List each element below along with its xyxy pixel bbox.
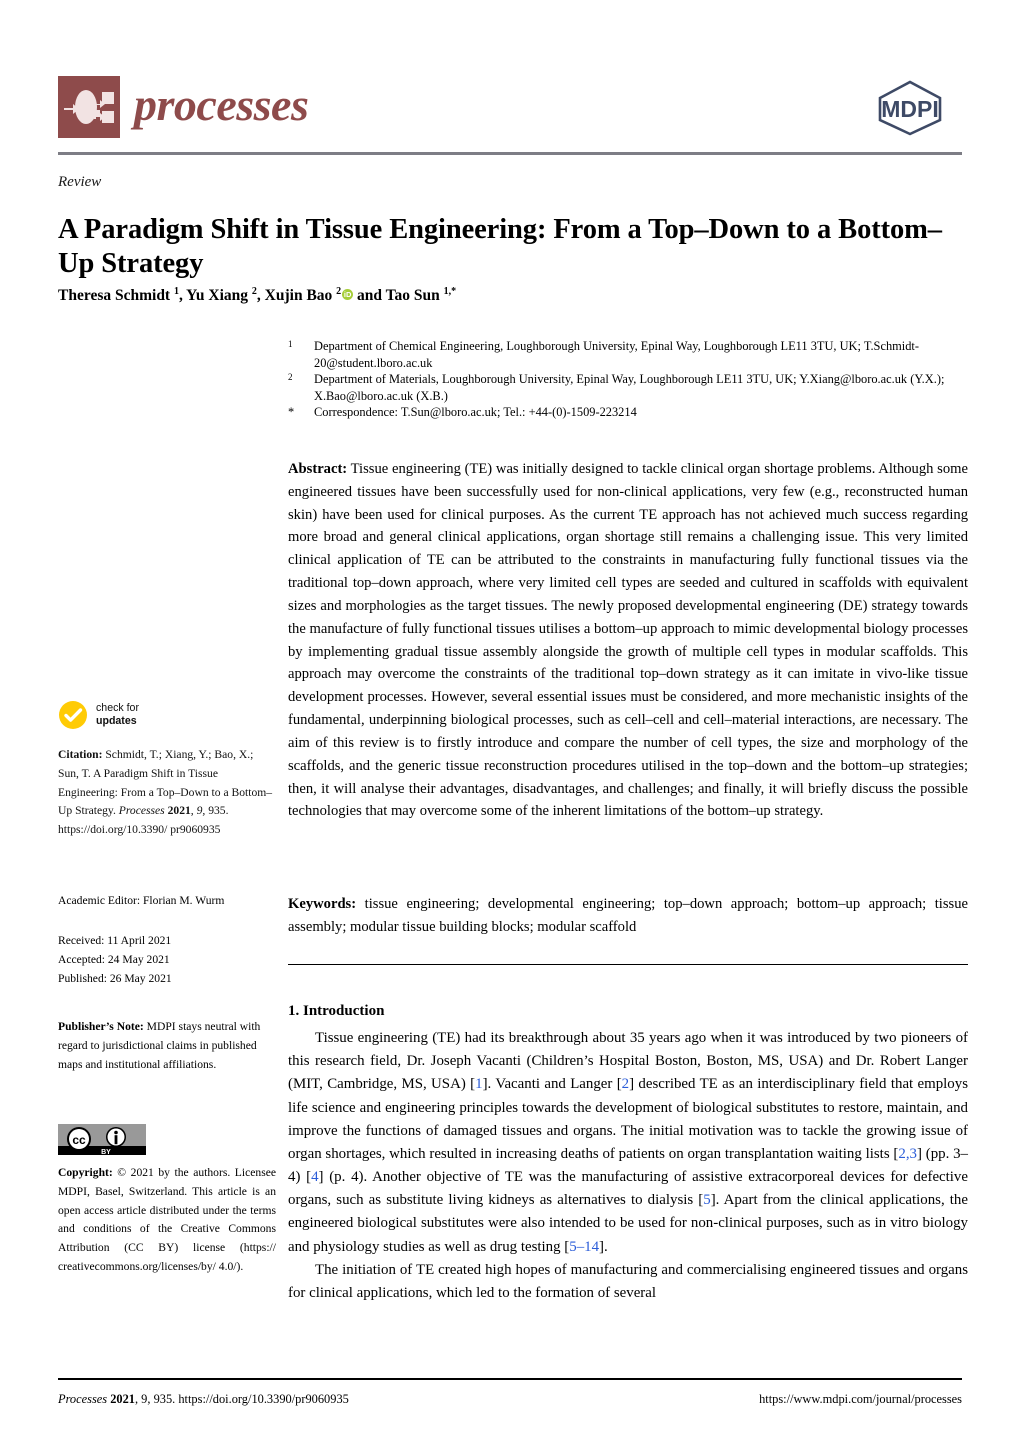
check-for-updates-label [96, 702, 139, 727]
check-updates-line1: check for [96, 702, 139, 715]
masthead-divider [58, 152, 962, 155]
copyright-block [58, 1124, 276, 1291]
affiliation-marker: 1 [288, 339, 293, 349]
journal-title: processes [134, 79, 309, 130]
paragraph-text: ] (p. 4). Another objective of TE was the manufacturing of assistive extracorporeal devices for defective organs, such as substitute living kidneys as alternatives to dialysis [ [288, 1169, 968, 1209]
footer-url[interactable]: https://www.mdpi.com/journal/processes [759, 1392, 962, 1406]
citation-ref[interactable]: 2 [621, 1076, 630, 1093]
affiliation-row [288, 404, 968, 421]
footer-divider [58, 1378, 962, 1380]
keywords-label: Keywords: [288, 896, 357, 912]
received-date: Received: 11 April 2021 [58, 934, 172, 947]
citation-text: Schmidt, T.; Xiang, Y.; Bao, X.; Sun, T. A Paradigm Shift in Tissue Engineering: From a Top–Down to a Bottom–Up Strategy. [58, 748, 273, 818]
footer-citation [58, 1392, 349, 1407]
paragraph-text: Tissue engineering (TE) had its breakthrough about 35 years ago when it was introduced by two pioneers of this research field, Dr. Joseph Vacanti (Children’s Hospital Boston, Boston, MS, USA) and Dr. Robert Langer (MIT, Cambridge, MS, USA) [ [288, 1030, 968, 1093]
paragraph [288, 1027, 968, 1259]
copyright-label: Copyright: [58, 1166, 113, 1179]
publisher-note-block [58, 1018, 276, 1074]
section-heading: 1. Introduction [288, 1003, 385, 1019]
paragraph-text: ] described TE as an interdisciplinary field that employs life science and engineering principles towards the development of biological substitutes to restore, maintain, and improve the functions of damaged tissues and organs. The initial motivation was to tackle the growing issue of organ shortages, which resulted in increasing deaths of patients on organ transplantation waiting lists [ [288, 1076, 968, 1162]
citation-ref[interactable]: 5–14 [569, 1238, 600, 1255]
authors-before-orcid: Theresa Schmidt $^1$, Yu Xiang $^2$, Xujin Bao $^2$ [58, 286, 342, 305]
citation-volume: , 9, [190, 804, 206, 818]
citation-ref[interactable]: 1 [475, 1076, 483, 1093]
keywords [288, 893, 968, 939]
abstract-label: Abstract: [288, 461, 348, 477]
sidebar [58, 700, 276, 854]
citation-year: 2021 [167, 804, 191, 818]
history-block [58, 932, 276, 988]
footer-journal: Processes [58, 1392, 108, 1406]
authors-after-orcid: and Tao Sun $^{1,*}$ [353, 286, 457, 305]
copyright-text: © 2021 by the authors. Licensee MDPI, Basel, Switzerland. This article is an open access article distributed under the terms and conditions of the Creative Commons Attribution (CC BY) license (https:// creativecommons.org/licenses/by/ 4.0/). [58, 1166, 276, 1273]
affiliation-marker: * [288, 405, 295, 419]
academic-editor-block [58, 892, 276, 911]
affiliation-text: Department of Materials, Loughborough University, Epinal Way, Loughborough LE11 3TU, UK; Y.Xiang@lboro.ac.uk (Y.X.); X.Bao@lboro.ac.uk (X.B.) [314, 372, 945, 403]
publisher-note-label: Publisher’s Note: [58, 1020, 144, 1033]
author-list [58, 286, 456, 305]
creative-commons-badge-icon [58, 1124, 146, 1155]
processes-logo-icon [58, 76, 120, 138]
paragraph-text: ]. Apart from the clinical applications, the engineered biological substitutes were also intended to be used for non-clinical purposes, such as in vitro biology and physiology studies as well as drug testing [ [288, 1192, 968, 1255]
paragraph: The initiation of TE created high hopes of manufacturing and commercialising engineered tissues and organs for clinical applications, which led to the formation of several [288, 1261, 968, 1301]
footer-year: 2021 [110, 1392, 135, 1406]
citation-ref[interactable]: 2,3 [898, 1145, 917, 1162]
affiliation-text: Correspondence: T.Sun@lboro.ac.uk; Tel.: +44-(0)-1509-223214 [314, 405, 637, 419]
affiliation-text: Department of Chemical Engineering, Loughborough University, Epinal Way, Loughborough LE11 3TU, UK; T.Schmidt-20@student.lboro.ac.uk [314, 339, 919, 370]
citation-ref[interactable]: 5 [703, 1192, 711, 1209]
check-for-updates-badge[interactable] [58, 700, 276, 730]
svg-text:BY: BY [101, 1149, 111, 1155]
keywords-text: tissue engineering; developmental engineering; top–down approach; bottom–up approach; tissue assembly; modular tissue building blocks; modular scaffold [288, 896, 968, 935]
paragraph-text: ]. [599, 1238, 608, 1255]
svg-text:MDPI: MDPI [881, 96, 939, 122]
published-date: Published: 26 May 2021 [58, 971, 172, 985]
footer-rest: , 9, 935. https://doi.org/10.3390/pr9060935 [134, 1392, 349, 1406]
orcid-icon[interactable]: iD [343, 290, 352, 300]
affiliation-marker: 2 [288, 372, 293, 382]
article-type: Review [58, 174, 102, 190]
citation-journal: Processes [118, 804, 165, 818]
mdpi-logo-icon [858, 80, 962, 136]
publisher-note-text: MDPI stays neutral with regard to jurisdictional claims in published maps and institutional affiliations. [58, 1020, 261, 1071]
citation-block [58, 746, 276, 840]
journal-masthead [58, 72, 962, 152]
citation-ref[interactable]: 4 [311, 1169, 319, 1186]
citation-doi[interactable]: https://doi.org/10.3390/ pr9060935 [58, 823, 221, 837]
paragraph-text: ]. Vacanti and Langer [ [482, 1076, 622, 1093]
journal-logo [58, 76, 308, 138]
check-updates-line2: updates [96, 715, 137, 727]
academic-editor: Academic Editor: Florian M. Wurm [58, 894, 225, 907]
abstract-text: Tissue engineering (TE) was initially designed to tackle clinical organ shortage problems. Although some engineered tissues have been successfully used for non-clinical applications, very few (e.g., reconstructed human skin) have been used for clinical purposes. As the current TE approach has not achieved much success regarding more broad and general clinical applications, organ shortage still remains a challenging issue. This very limited clinical application of TE can be attributed to the constraints in manufacturing fully functional tissues via the traditional top–down approach, where very limited cell types are seeded and cultured in scaffolds with equivalent sizes and morphologies as the target tissues. The newly proposed developmental engineering (DE) strategy towards the manufacture of fully functional tissues utilises a bottom–up approach to mimic developmental biology processes by implementing gradual tissue assembly alongside the growth of multiple cell types in modular scaffolds. This approach may overcome the constraints of the traditional top–down strategy as it can imitate in vivo-like tissue development processes. However, several essential issues must be considered, and more mechanistic insights of the fundamental, underpinning biological processes, such as cell–cell and cell–material interactions, are necessary. The aim of this review is to firstly introduce and compare the number of cell types, the size and morphology of the scaffolds, and the generic tissue reconstruction procedures utilised in the top–down and the bottom–up strategies; then, it will analyse their advantages, disadvantages, and challenges; and finally, it will briefly discuss the possible technologies that may overcome some of the inherent limitations of the bottom–up strategy. [288, 461, 968, 820]
copyright-text-block [58, 1164, 276, 1277]
keywords-divider [288, 964, 968, 965]
page-title: A Paradigm Shift in Tissue Engineering: From a Top–Down to a Bottom–Up Strategy [58, 214, 942, 279]
svg-text:cc: cc [72, 1133, 86, 1147]
affiliations [288, 338, 968, 421]
abstract [288, 458, 968, 823]
citation-pages: 935. [208, 804, 229, 818]
citation-label: Citation: [58, 748, 103, 761]
check-circle-icon [58, 700, 88, 730]
introduction-body [288, 1027, 968, 1305]
affiliation-row [288, 338, 968, 371]
affiliation-row [288, 371, 968, 404]
paragraph-text: ] (pp. 3–4) [ [288, 1145, 969, 1186]
accepted-date: Accepted: 24 May 2021 [58, 952, 170, 966]
